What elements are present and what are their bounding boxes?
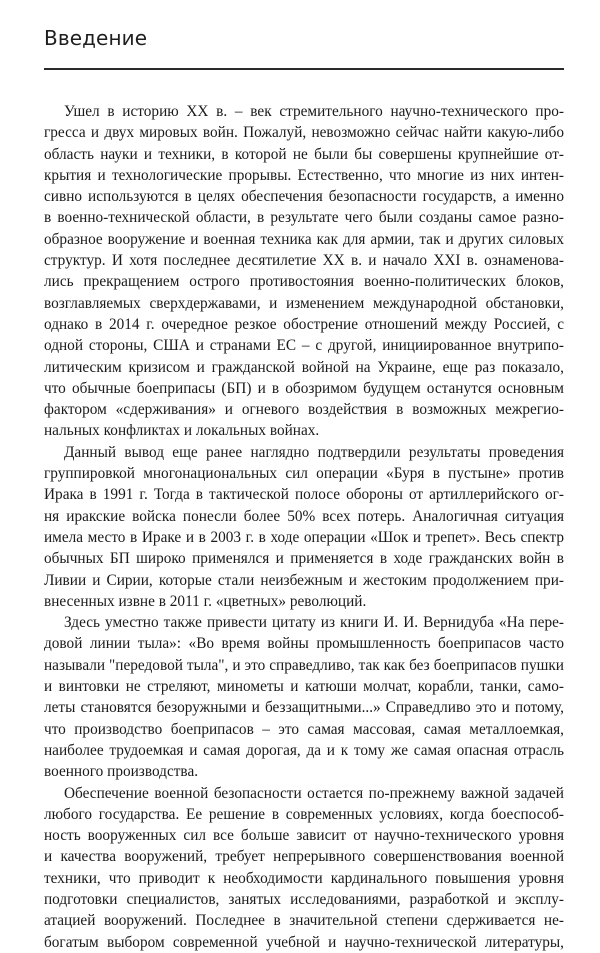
page-header-title: Введение [44, 26, 148, 50]
text-line: техники, что приводит к необходимости кардинального повышения уровня [44, 869, 564, 887]
text-line: литическим кризисом и гражданской войной на Украине, еще раз показало, [44, 358, 564, 376]
text-line: Обеспечение военной безопасности остается по-прежнему важной задачей [64, 784, 564, 802]
text-line: область науки и техники, в которой не были бы совершены крупнейшие от- [44, 145, 564, 163]
text-line: что производство боеприпасов – это самая массовая, самая металлоемкая, [44, 720, 564, 738]
text-line: гресса и двух мировых войн. Пожалуй, невозможно сейчас найти какую-либо [44, 124, 564, 142]
text-line: Ирака в 1991 г. Тогда в тактической полосе обороны от артиллерийского ог- [44, 486, 564, 504]
text-line: богатым выбором современной учебной и научно-технической литературы, [44, 933, 564, 951]
text-line: наиболее трудоемкая и самая дорогая, да и к тому же самая опасная отрасль [44, 741, 564, 759]
text-line: атацией вооружений. Последнее в значительной степени сдерживается не- [44, 912, 564, 930]
text-line: крытия и технологические прорывы. Естественно, что многие из них интен- [44, 166, 564, 184]
text-line: возглавляемых сверхдержавами, и изменением международной обстановки, [44, 294, 564, 312]
text-line: структур. И хотя последнее десятилетие XX в. и начало XXI в. ознаменова- [44, 252, 564, 270]
text-line: нальных конфликтах и локальных войнах. [44, 422, 320, 440]
header-divider [44, 68, 564, 70]
text-line: военного производства. [44, 763, 199, 781]
text-line: сивно используются в целях обеспечения безопасности государств, а именно [44, 188, 564, 206]
text-line: внесенных извне в 2011 г. «цветных» революций. [44, 592, 367, 610]
text-line: леты становятся безоружными и беззащитными...» Справедливо это и потому, [44, 699, 564, 717]
text-line: ня иракские войска понесли более 50% всех потерь. Аналогичная ситуация [44, 507, 564, 525]
text-line: и качества вооружений, требует непрерывного совершенствования военной [44, 848, 564, 866]
text-line: ность вооруженных сил все больше зависит от научно-технического уровня [44, 827, 564, 845]
text-line: имела место в Ираке и в 2003 г. в ходе операции «Шок и трепет». Весь спектр [44, 528, 564, 546]
paragraph-1 [44, 101, 564, 442]
paragraph-4 [44, 783, 564, 953]
text-line: Здесь уместно также привести цитату из книги И. И. Вернидуба «На пере- [64, 614, 564, 632]
text-line: любого государства. Ее решение в современных условиях, когда боеспособ- [44, 805, 564, 823]
text-line: Данный вывод еще ранее наглядно подтвердили результаты проведения [64, 443, 564, 461]
text-line: и винтовки не стреляют, минометы и катюши молчат, корабли, танки, само- [44, 678, 564, 696]
text-line: Ливии и Сирии, которые стали неизбежным и жестоким продолжением при- [44, 571, 564, 589]
paragraph-3 [44, 612, 564, 782]
text-line: одной стороны, США и странами ЕС – с другой, инициированное внутрипо- [44, 337, 564, 355]
text-line: группировкой многонациональных сил операции «Буря в пустыне» против [44, 465, 564, 483]
paragraph-2 [44, 442, 564, 612]
text-line: лись прекращением острого противостояния военно-политических блоков, [44, 273, 564, 291]
text-line: однако в 2014 г. очередное резкое обострение отношений между Россией, с [44, 315, 564, 333]
body-text [44, 101, 564, 953]
text-line: фактором «сдерживания» и огневого воздействия в возможных межрегио- [44, 401, 564, 419]
text-line: в военно-технической области, в результате чего были созданы самое разно- [44, 209, 564, 227]
text-line: обычных БП широко применялся и применяется в ходе гражданских войн в [44, 550, 564, 568]
text-line: что обычные боеприпасы (БП) и в обозримом будущем останутся основным [44, 379, 564, 397]
text-line: называли "передовой тыла", и это справедливо, так как без боеприпасов пушки [44, 656, 564, 674]
text-line: довой линии тыла»: «Во время войны промышленность боеприпасов часто [44, 635, 564, 653]
text-line: образное вооружение и военная техника как для армии, так и других силовых [44, 230, 564, 248]
text-line: Ушел в историю XX в. – век стремительного научно-технического про- [64, 103, 564, 120]
text-line: подготовки специалистов, занятых исследованиями, разработкой и эксплу- [44, 890, 564, 908]
